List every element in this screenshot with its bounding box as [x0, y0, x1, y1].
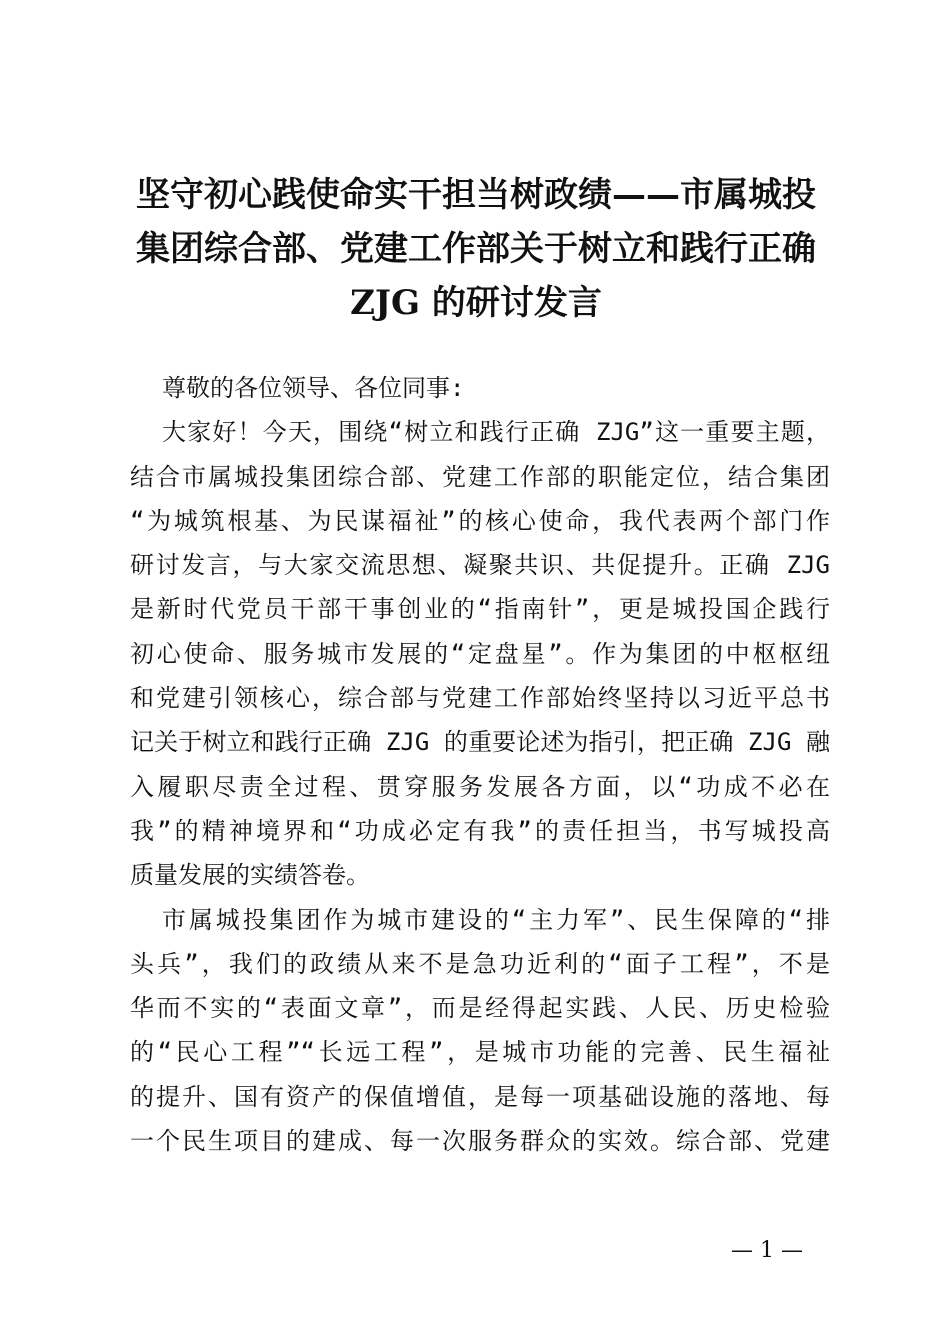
document-body: [130, 366, 840, 1163]
body-line: 的提升、国有资产的保值增值，是每一项基础设施的落地、每: [130, 1082, 830, 1111]
title-line-1: 坚守初心践使命实干担当树政绩——市属城投: [136, 175, 816, 215]
body-line: 结合市属城投集团综合部、党建工作部的职能定位，结合集团: [130, 462, 830, 491]
body-line: 华而不实的“表面文章”，而是经得起实践、人民、历史检验: [130, 994, 830, 1023]
body-line: 头兵”，我们的政绩从来不是急功近利的“面子工程”，不是: [130, 949, 830, 978]
body-line: 我”的精神境界和“功成必定有我”的责任担当，书写城投高: [130, 816, 830, 845]
body-line: 是新时代党员干部干事创业的“指南针”，更是城投国企践行: [130, 595, 830, 624]
body-line: 的“民心工程”“长远工程”，是城市功能的完善、民生福祉: [130, 1038, 830, 1067]
body-line: 一个民生项目的建成、每一次服务群众的实效。综合部、党建: [130, 1127, 830, 1156]
body-line: 大家好！今天，围绕“树立和践行正确 ZJG”这一重要主题，: [162, 418, 830, 447]
page-number: — 1 —: [731, 1238, 803, 1263]
body-line: 质量发展的实绩答卷。: [130, 861, 370, 890]
body-line: 研讨发言，与大家交流思想、凝聚共识、共促提升。正确 ZJG: [130, 551, 830, 580]
body-line: 初心使命、服务城市发展的“定盘星”。作为集团的中枢枢纽: [130, 639, 830, 668]
body-line: 和党建引领核心，综合部与党建工作部始终坚持以习近平总书: [130, 684, 830, 713]
salutation: 尊敬的各位领导、各位同事:: [162, 374, 465, 402]
body-line: 市属城投集团作为城市建设的“主力军”、民生保障的“排: [162, 905, 830, 934]
body-line: 记关于树立和践行正确 ZJG 的重要论述为指引，把正确 ZJG 融: [130, 728, 830, 757]
title-line-3: ZJG 的研讨发言: [350, 283, 602, 323]
document-title: [120, 168, 832, 330]
title-line-2: 集团综合部、党建工作部关于树立和践行正确: [136, 229, 816, 269]
body-line: “为城筑根基、为民谋福祉”的核心使命，我代表两个部门作: [130, 506, 830, 535]
body-line: 入履职尽责全过程、贯穿服务发展各方面，以“功成不必在: [130, 772, 830, 801]
